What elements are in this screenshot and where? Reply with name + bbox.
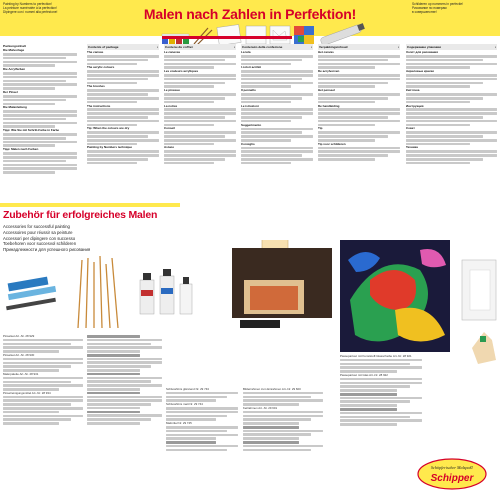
term: Tipp: Malen nach Farben [3,147,39,152]
brushes-icon [78,256,118,328]
header-right-line-1: Schilderen op nummers in perfectie! [412,2,464,6]
accessory-column-2 [87,335,162,426]
term: Conseil [164,126,175,131]
heading-text: Содержание упаковки [407,45,441,49]
term: The acrylic colours [87,65,115,70]
column-dutch [318,44,400,199]
term: De acrylverven [318,69,340,74]
term: Die Malvorlage [3,48,25,53]
term: Техника [406,145,418,150]
subtitle-line: Accessories for successful painting [3,224,70,229]
item-name: Schlussfirnis glänzend Nr. 29 743 [166,387,209,391]
main-title: Malen nach Zahlen in Perfektion! [143,6,357,22]
column-russian [406,44,497,199]
column-italian [241,44,313,199]
term: Les couleurs acryliques [164,69,199,74]
term: Het penseel [318,88,335,93]
heading-text: Contents of package [88,45,119,49]
parrot-painting-icon [340,240,450,352]
item-name: Pinselset Art.-Nr. 28 929 [3,334,35,338]
accent-stripe [162,36,292,39]
term: Tip [318,126,323,131]
canvas-stack-icon [217,25,290,46]
brand-tagline: Schöpferischer Malspaß! [430,465,474,470]
heading-text: Contenuto della confezione [242,45,283,49]
column-heading: Contents of package ▪ [88,45,158,49]
framed-picture-icon [232,248,332,328]
subtitle-line: Toebehoren voor succesvol schilderen [3,241,77,247]
term: Le canevas [164,50,181,55]
term: Le istruzioni [241,103,259,108]
term: Акриловые краски [406,69,434,74]
header-left-line-3: Dipingere con i numeri alla perfezione! [3,10,58,15]
column-heading: Verpakkingsinhoud ▪ [319,45,399,49]
column-german [3,44,77,199]
term: Tip: When the colours are dry [87,126,130,131]
term: Tip voor schilderen [318,141,346,146]
accessories-title: Zubehör für erfolgreiches Malen [3,209,158,221]
term: Painting by Numbers technique [87,145,133,150]
term: Холст для рисования [406,50,439,55]
term: I colori acrilici [241,65,262,70]
subtitle-line: Accessori per dipingere con successo [3,235,76,241]
column-english [87,44,159,199]
header-right-line-2: Рисование по номерам [412,6,447,11]
item-name: Bilderrahmen zum Einrahmen Art.-Nr. 29 600 [243,387,301,391]
header-left-line-2: La peinture numérotée à la perfection! [3,6,57,11]
term: Tipp: Wie Sie mit Schritt-Farbe in Farbe [3,128,60,133]
finished-painting-icon [294,26,314,44]
brush-pack-icon [6,277,56,311]
passepartout-icon [462,260,496,364]
term: Astuce [164,145,175,150]
header-left-block [3,2,83,14]
item-name: Passepartout mit Glas Art.-Nr. 28 922 [340,372,388,377]
heading-text: Verpakkingsinhoud [319,45,348,49]
term: La notice [164,103,178,108]
item-name: Pinselset Art.-Nr. 28 930 [3,352,35,357]
column-heading: Packungsinhalt [3,44,26,48]
item-name: Malmittel Nr. 29 745 [166,421,192,426]
term: Consiglio [241,141,255,146]
item-name: Pinselreinigungsmittel Art.-Nr. 28 934 [3,390,51,395]
column-french [164,44,236,199]
term: The canvas [87,50,104,55]
term: Der Pinsel [3,90,18,95]
item-name: Keilrahmen Art.-Nr. 29 601 [243,405,278,410]
varnish-bottles-icon [140,269,192,314]
term: Инструкция [406,103,424,108]
item-name: Schlussfirnis matt Nr. 29 744 [166,402,203,407]
term: Совет [406,126,415,131]
accessory-column-4 [243,388,323,452]
header-right-block [412,2,497,14]
header-left-line-1: Painting by Numbers to perfection! [3,2,52,6]
accessory-column-1 [3,335,83,426]
term: De handleiding [318,103,340,108]
section-rule [0,203,180,207]
term: The instructions [87,103,111,108]
item-name: Passepartout mit Kunststoff-Glasscheibe Art.-Nr. 28 921 [340,354,412,358]
item-name: Malerpalette Art.-Nr. 28 931 [3,371,39,376]
column-heading: Contenu du coffret ▪ [165,45,235,49]
schipper-logo [416,457,488,491]
paint-tube-icon [320,23,365,46]
subtitle-line: Принадлежности для успешного рисования [3,247,91,253]
term: Die Malanleitung [3,105,27,110]
accessory-column-3 [166,388,238,452]
term: The brushes [87,84,105,89]
subtitle-line: Accessoires pour réussir sa peinture [3,229,73,235]
accessory-column-5 [340,355,422,427]
brand-name: Schipper [430,473,474,484]
column-heading: Contenuto della confezione ▪ [242,45,312,49]
term: Кисточка [406,88,420,93]
term: Le pinceau [164,88,180,93]
term: Het canvas [318,50,334,55]
column-heading: Содержание упаковки ▪ [407,45,496,49]
heading-text: Contenu du coffret [165,45,193,49]
term: La tela [241,50,251,55]
term: Suggerimento [241,122,262,127]
header-right-line-3: в совершенстве! [412,10,437,15]
term: Die Acrylfarben [3,67,26,72]
term: Il pennello [241,88,256,93]
